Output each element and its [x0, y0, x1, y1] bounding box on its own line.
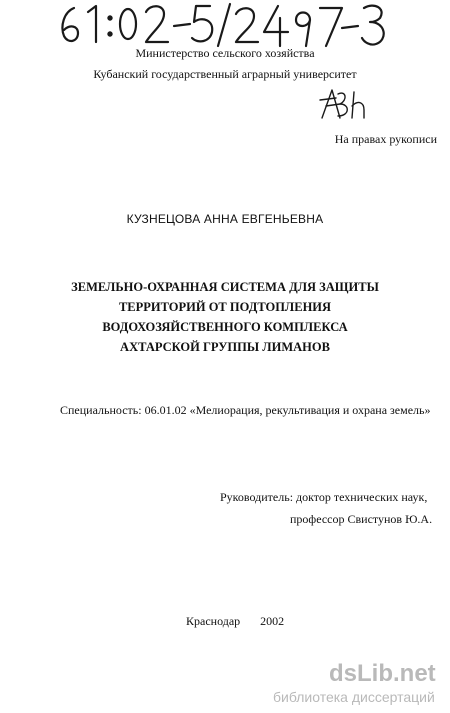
city: Краснодар — [186, 614, 241, 628]
title-line: ТЕРРИТОРИЙ ОТ ПОДТОПЛЕНИЯ — [118, 300, 332, 314]
author-name: КУЗНЕЦОВА АННА ЕВГЕНЬЕВНА — [126, 212, 324, 226]
ministry-name: Министерство сельского хозяйства — [135, 46, 315, 60]
university-name: Кубанский государственный аграрный университет — [93, 67, 357, 81]
watermark-subtitle: библиотека диссертаций — [273, 689, 435, 705]
dissertation-title — [0, 277, 450, 357]
specialty-line: Специальность: 06.01.02 «Мелиорация, рекультивация и охрана земель» — [60, 403, 431, 417]
watermark-logo: dsLib.net — [329, 660, 436, 687]
manuscript-rights-note: На правах рукописи — [334, 132, 437, 146]
place-and-year — [186, 614, 284, 628]
handwritten-archive-code — [58, 2, 394, 48]
supervisor-degree: Руководитель: доктор технических наук, — [220, 490, 428, 504]
handwritten-signature — [318, 86, 374, 122]
title-line: ВОДОХОЗЯЙСТВЕННОГО КОМПЛЕКСА — [102, 320, 348, 334]
title-line: АХТАРСКОЙ ГРУППЫ ЛИМАНОВ — [120, 340, 330, 354]
supervisor-name: профессор Свистунов Ю.А. — [290, 512, 433, 526]
title-line: ЗЕМЕЛЬНО-ОХРАННАЯ СИСТЕМА ДЛЯ ЗАЩИТЫ — [71, 280, 379, 294]
year: 2002 — [260, 614, 285, 628]
